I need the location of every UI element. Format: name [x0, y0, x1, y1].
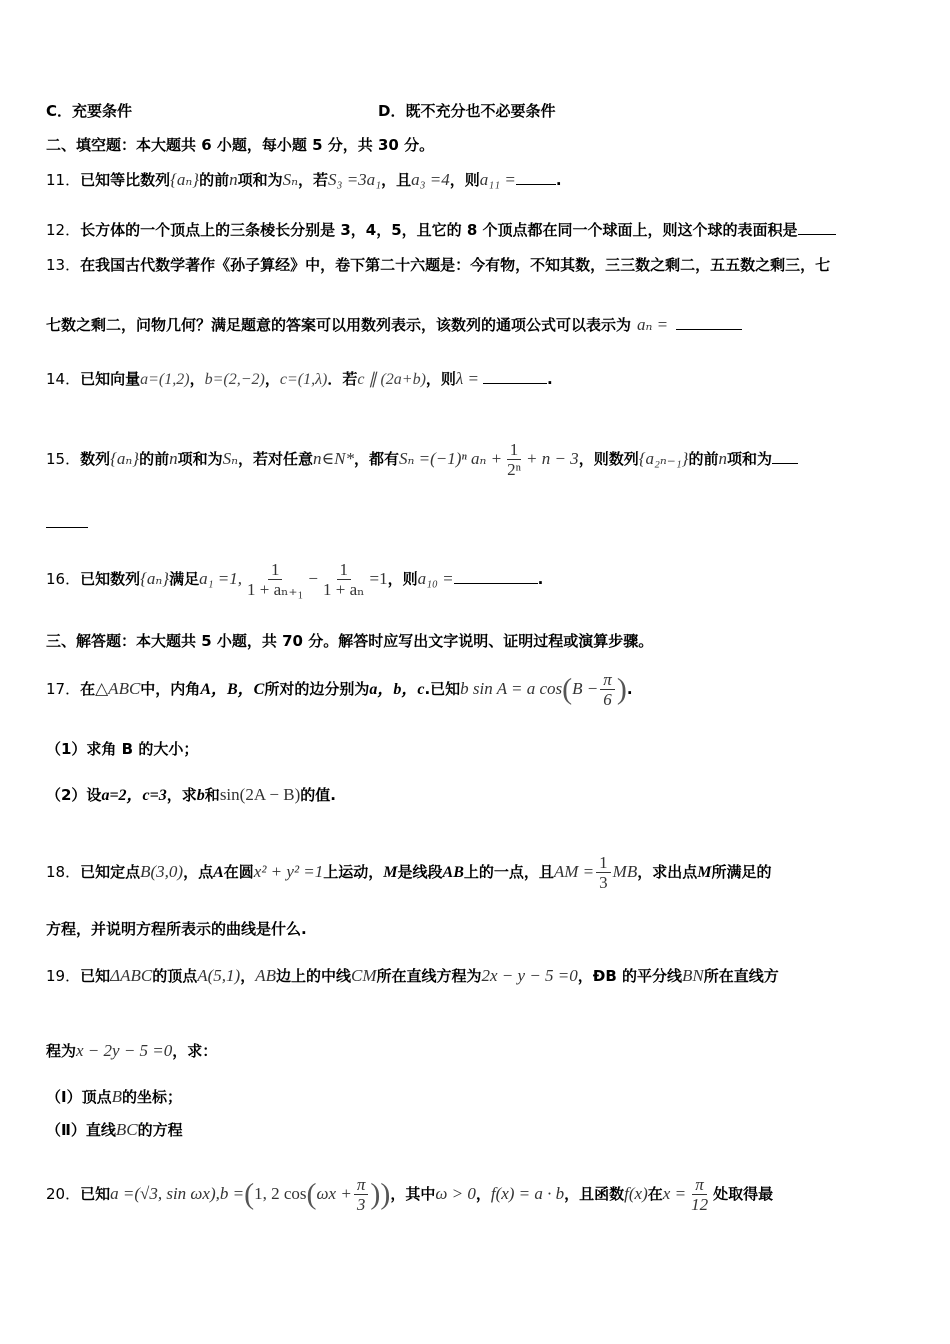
- question-19: 19．已知ΔABC的顶点A(5,1)，AB边上的中线CM所在直线方程为2x − y − 5 =0，ÐB 的平分线BN所在直线方: [46, 966, 779, 985]
- question-18: 18．已知定点B(3,0)，点A在圆x² + y² =1上运动，M是线段AB上的一点，且AM = $\frac{1}{3}$ MB，求出点M所满足的: [46, 853, 772, 892]
- question-15: 15．数列{aₙ}的前n项和为Sₙ，若对任意n∈N*，都有Sₙ =(−1)ⁿ aₙ + $\frac{1}{\text{2ⁿ}}$ + n − 3，则数列{a₂ₙ₋₁}的前n项和为: [46, 440, 798, 479]
- fraction: $\frac{1}{\text{1 + aₙ}}$: [323, 560, 365, 599]
- question-17-part1: （1）求角 B 的大小；: [46, 740, 199, 758]
- fraction: $\frac{1}{\text{2ⁿ}}$: [507, 440, 521, 479]
- question-14: 14．已知向量a=(1,2)，b=(2,−2)，c=(1,λ)．若c ∥ (2a+b)，则λ = .: [46, 369, 553, 388]
- fraction: $\frac{\pi}{12}$: [691, 1175, 709, 1214]
- question-13-line2: 七数之剩二，问物几何？满足题意的答案可以用数列表示，该数列的通项公式可以表示为 aₙ =: [46, 314, 742, 336]
- answer-blank: [772, 449, 798, 464]
- question-20: 20．已知a =(√3, sin ωx),b =(1, 2 cos(ωx + $\frac{\pi}{3}$ ))，其中ω > 0，f(x) = a · b，且函数f(x)在x = $\frac{\pi}{12}$ 处取得最: [46, 1175, 774, 1214]
- section3-heading: 三、解答题：本大题共 5 小题，共 70 分。解答时应写出文字说明、证明过程或演算步骤。: [46, 632, 654, 650]
- answer-blank: [676, 315, 742, 330]
- fraction: $\frac{1}{3}$: [596, 853, 611, 892]
- question-17-part2: （2）设a=2，c=3，求b和sin(2A − B)的值.: [46, 785, 336, 804]
- answer-blank: [516, 170, 556, 185]
- question-17: 17．在△ABC中，内角A，B，C所对的边分别为a，b，c.已知b sin A = a cos(B − $\frac{\pi}{6}$ ).: [46, 670, 633, 709]
- question-12: 12．长方体的一个顶点上的三条棱长分别是 3，4，5，且它的 8 个顶点都在同一个球面上，则这个球的表面积是: [46, 219, 836, 241]
- option-d: D．既不充分也不必要条件: [378, 102, 556, 120]
- question-19-line2: 程为x − 2y − 5 =0，求：: [46, 1041, 218, 1060]
- answer-blank-continued: [46, 512, 88, 534]
- option-c: C．充要条件: [46, 102, 133, 120]
- answer-blank: [483, 369, 547, 384]
- fraction: $\frac{1}{\text{1 + aₙ₊₁}}$: [247, 560, 304, 599]
- question-13: 13．在我国古代数学著作《孙子算经》中，卷下第二十六题是：今有物，不知其数，三三数之剩二，五五数之剩三，七: [46, 256, 831, 274]
- answer-blank: [454, 569, 538, 584]
- fraction: $\frac{\pi}{6}$: [600, 670, 615, 709]
- question-19-part2: （Ⅱ）直线BC的方程: [46, 1120, 183, 1139]
- question-18-line2: 方程，并说明方程所表示的曲线是什么.: [46, 920, 307, 938]
- question-11: 11．已知等比数列{aₙ}的前n项和为Sₙ，若S₃ =3a₁，且a₃ =4，则a₁₁ = .: [46, 170, 562, 189]
- fraction: $\frac{\pi}{3}$: [354, 1175, 369, 1214]
- question-19-part1: （Ⅰ）顶点B的坐标；: [46, 1087, 182, 1106]
- answer-blank: [798, 220, 836, 235]
- section2-heading: 二、填空题：本大题共 6 小题，每小题 5 分，共 30 分。: [46, 136, 435, 154]
- question-16: 16．已知数列{aₙ}满足a₁ =1, $\frac{1}{\text{1 + aₙ₊₁}}$ − $\frac{1}{\text{1 + aₙ}}$ =1，则a₁₀ = .: [46, 560, 544, 599]
